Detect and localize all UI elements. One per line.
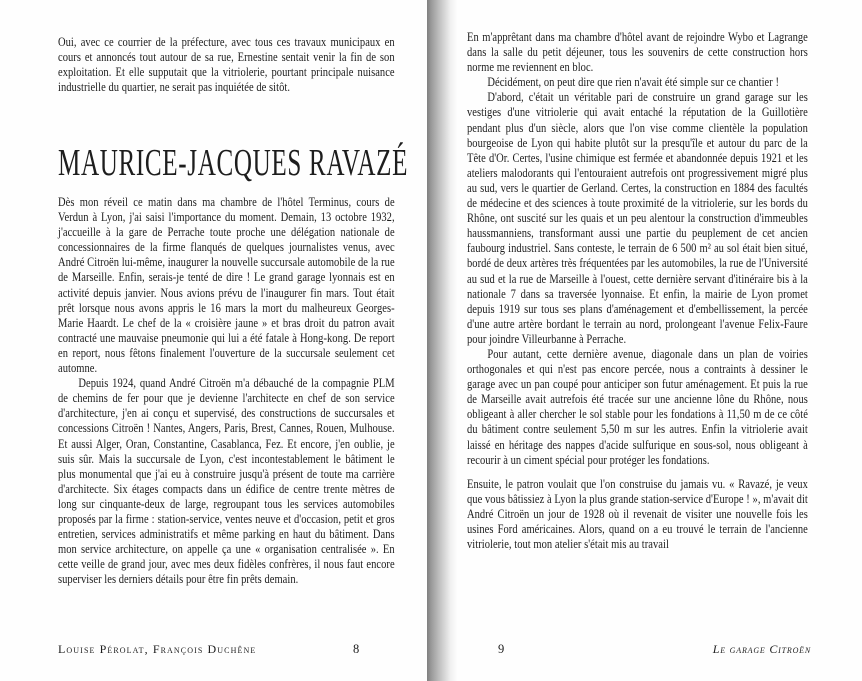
right-page-body-text bbox=[467, 30, 808, 552]
paragraph: Ensuite, le patron voulait que l'on construise du jamais vu. « Ravazé, je veux que vous bâtissiez à Lyon la plus grande station-service d'Europe ! », m'avait dit André Citroën un jour de 1928 où il revenait de visiter une nouvelle fois les usines Ford américaines. Alors, quand on a eu trouvé le terrain de l'ancienne vitriolerie, tout mon atelier s'était mis au travail bbox=[467, 476, 808, 552]
page-gutter-shadow bbox=[427, 0, 458, 681]
left-page-continuation-text bbox=[58, 35, 395, 95]
right-page-number: 9 bbox=[498, 642, 505, 656]
footer-book-title: Le garage Citroën bbox=[712, 642, 811, 656]
paragraph: En m'apprêtant dans ma chambre d'hôtel avant de rejoindre Wybo et Lagrange dans la salle du petit déjeuner, tous les souvenirs de cette construction hors norme me reviennent en bloc. bbox=[467, 30, 808, 75]
chapter-title: MAURICE-JACQUES RAVAZÉ bbox=[58, 142, 409, 184]
paragraph: Oui, avec ce courrier de la préfecture, avec tous ces travaux municipaux en cours et annoncés tout autour de sa rue, Ernestine sentait venir la fin de son exploitation. Et elle supputait que la vitriolerie, pourtant principale nuisance industrielle du quartier, ne serait pas inquiétée de sitôt. bbox=[58, 35, 395, 95]
paragraph: Décidément, on peut dire que rien n'avait été simple sur ce chantier ! bbox=[487, 75, 780, 90]
left-page-number: 8 bbox=[353, 642, 360, 656]
left-page-body-text bbox=[58, 195, 395, 587]
paragraph: Dès mon réveil ce matin dans ma chambre de l'hôtel Terminus, cours de Verdun à Lyon, j'ai saisi l'importance du moment. Demain, 13 octobre 1932, j'accueille à la gare de Perrache toute proche une délégation nationale de concessionnaires de la firme flanqués de quelques journalistes venus, avec André Citroën lui-même, inaugurer la nouvelle succursale automobile de la rue de Marseille. Enfin, serais-je tenté de dire ! Le grand garage lyonnais est en activité depuis janvier. Nous avions prévu de l'inaugurer fin mars. Tout était prêt lorsque nous avons appris le 16 mars la mort du malheureux Georges-Marie Haardt. Le chef de la « croisière jaune » et bras droit du patron avait contracté une mauvaise pneumonie qui lui a été fatale à Hong-kong. De report en report, nous fêtons finalement l'ouverture de la succursale seulement cet automne. bbox=[58, 195, 395, 376]
paragraph: D'abord, c'était un véritable pari de construire un grand garage sur les vestiges d'une vitriolerie qui avait entaché la réputation de la Guillotière pendant plus d'un siècle, alors que l'on vise comme clientèle la population bourgeoise de Lyon qui habite plutôt sur la presqu'île et autour du parc de la Tête d'Or. Certes, l'usine chimique est fermée et abandonnée depuis 1921 et les ateliers malodorants qui l'entouraient autrefois ont progressivement migré plus au sud, vers le quartier de Gerland. Certes, la construction en 1884 des facultés de médecine et des sciences à toute proximité de la vitriolerie, sur les bords du Rhône, ont suscité sur les quais et un peu alentour la construction d'immeubles haussmanniens, transformant aussi une partie du peuplement de cet ancien faubourg industriel. Sans conteste, le terrain de 6 500 m² au sol était bien situé, bordé de deux artères très fréquentées par les automobiles, la rue de l'Université au sud et la rue de Marseille à l'ouest, cette dernière servant d'itinéraire bis à la nationale 7 dans sa traversée lyonnaise. Et enfin, la mairie de Lyon promet depuis 1919 sur tous ses plans d'aménagement et d'embellissement, la percée d'une autre artère bordant le terrain au nord, prolongeant l'avenue Felix-Faure pour joindre Villeurbanne à Perrache. bbox=[467, 90, 808, 346]
paragraph: Depuis 1924, quand André Citroën m'a débauché de la compagnie PLM de chemins de fer pour que je devienne l'architecte en chef de son service d'architecture, j'en ai conçu et supervisé, des constructions de succursales et concessions Citroën ! Nantes, Angers, Paris, Brest, Cannes, Rouen, Mulhouse. Et aussi Alger, Oran, Constantine, Casablanca, Fez. Et encore, j'en oublie, je suis sûr. Mais la succursale de Lyon, c'est incontestablement le bâtiment le plus monumental que j'ai eu à construire jusqu'à présent de toute ma carrière d'architecte. Six étages compacts dans un édifice de centre trente mètres de long sur cinquante-deux de large, regroupant tous les services automobiles proposés par la firme : station-service, ventes neuve et d'occasion, petit et gros entretien, services administratifs et même parking en haut du bâtiment. Dans mon service architecture, on appelle ça une « organisation centralisée ». En cette veille de grand jour, avec mes deux fidèles confrères, il nous faut encore superviser les derniers détails pour être fin prêts demain. bbox=[58, 376, 395, 587]
footer-authors: Louise Pérolat, François Duchêne bbox=[58, 642, 257, 656]
paragraph: Pour autant, cette dernière avenue, diagonale dans un plan de voiries orthogonales et qui n'est pas encore percée, nous a contraints à dessiner le garage avec un pan coupé pour anticiper son futur aménagement. Et puis la rue de Marseille avait autrefois été tracée sur une ancienne lône du Rhône, nous obligeant à aller chercher le sol stable pour les fondations à 11,50 m de ce côté du bâtiment contre seulement 5,50 m sur les autres. Enfin la vitriolerie avait laissé en héritage des nappes d'acide sulfurique en sous-sol, nous obligeant à recourir à un ciment spécial pour protéger les fondations. bbox=[467, 346, 808, 467]
